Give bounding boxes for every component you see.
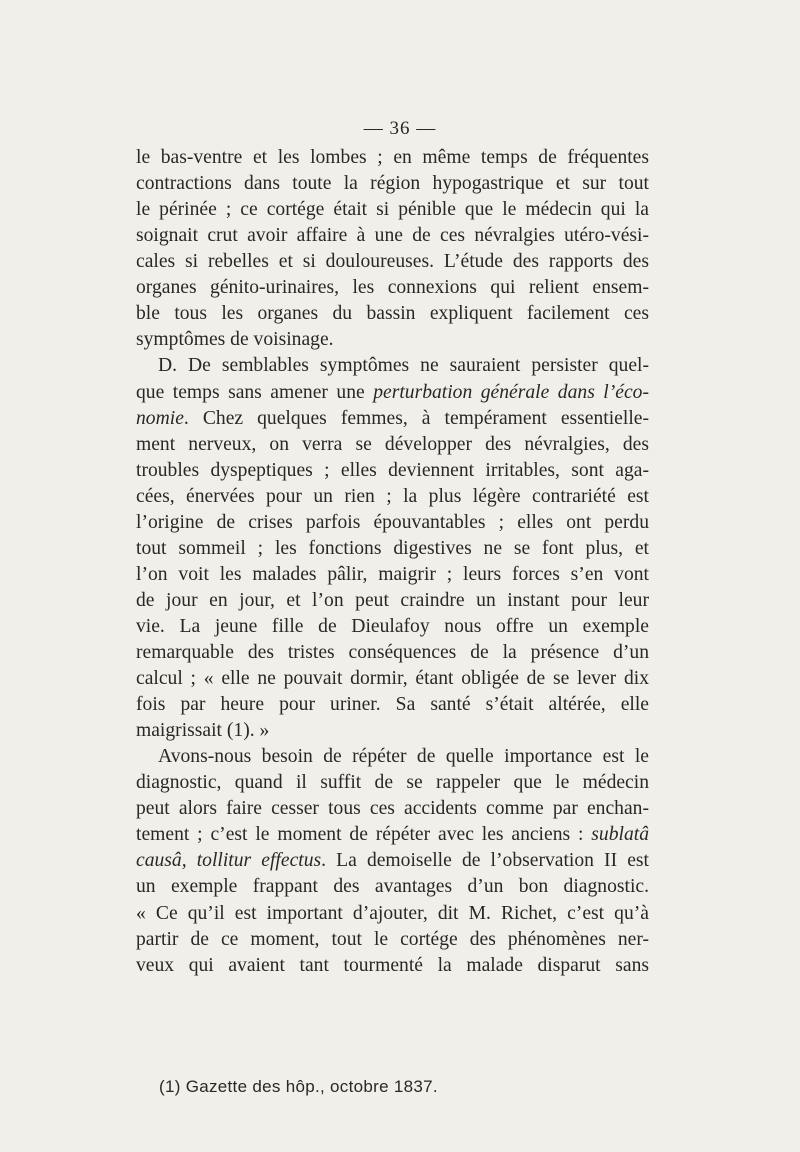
text-line bbox=[136, 822, 649, 848]
text-line bbox=[136, 718, 649, 744]
text-run: le bas-ventre et les lombes ; en même temps de fréquentes bbox=[136, 147, 649, 168]
text-run: troubles dyspeptiques ; elles deviennent irritables, sont aga- bbox=[136, 459, 649, 481]
text-line bbox=[136, 223, 649, 249]
text-run: « Ce qu’il est important d’ajouter, dit M. Richet, c’est qu’à bbox=[136, 902, 649, 924]
text-line bbox=[136, 484, 649, 510]
text-line bbox=[136, 510, 649, 536]
text-line bbox=[136, 380, 649, 406]
text-line bbox=[136, 953, 649, 979]
text-run: cales si rebelles et si douloureuses. L’étude des rapports des bbox=[136, 251, 649, 273]
text-line bbox=[136, 171, 649, 197]
text-line bbox=[136, 249, 649, 275]
text-run: . La demoiselle de l’observation II est bbox=[321, 850, 649, 872]
text-run: vie. La jeune fille de Dieulafoy nous offre un exemple bbox=[136, 615, 649, 637]
text-line bbox=[136, 588, 649, 614]
text-run: tout sommeil ; les fonctions digestives ne se font plus, et bbox=[136, 537, 649, 559]
text-run: peut alors faire cesser tous ces accidents comme par enchan- bbox=[136, 798, 649, 820]
text-run: un exemple frappant des avantages d’un bon diagnostic. bbox=[136, 876, 649, 898]
text-line bbox=[136, 562, 649, 588]
text-line bbox=[136, 848, 649, 874]
text-run: l’origine de crises parfois épouvantables ; elles ont perdu bbox=[136, 511, 649, 533]
text-run: l’on voit les malades pâlir, maigrir ; leurs forces s’en vont bbox=[136, 563, 649, 585]
text-run: maigrissait (1). » bbox=[136, 720, 270, 742]
footnote: (1) Gazette des hôp., octobre 1837. bbox=[159, 1077, 438, 1096]
text-line bbox=[136, 536, 649, 562]
text-run: organes génito-urinaires, les connexions qui relient ensem- bbox=[136, 277, 649, 299]
text-line bbox=[136, 640, 649, 666]
text-line bbox=[136, 197, 649, 223]
text-run: diagnostic, quand il suffit de se rappeler que le médecin bbox=[136, 772, 649, 794]
italic-text: perturbation générale dans l’éco- bbox=[373, 381, 649, 403]
text-line bbox=[158, 744, 649, 770]
text-run: Avons-nous besoin de répéter de quelle importance est le bbox=[158, 746, 649, 768]
text-run: veux qui avaient tant tourmenté la malade disparut sans bbox=[136, 954, 649, 976]
text-run: D. De semblables symptômes ne sauraient persister quel- bbox=[158, 355, 649, 377]
text-run: tement ; c’est le moment de répéter avec les anciens : bbox=[136, 824, 592, 846]
text-run: soignait crut avoir affaire à une de ces névralgies utéro-vési- bbox=[136, 225, 649, 247]
text-line bbox=[136, 432, 649, 458]
text-run: que temps sans amener une bbox=[136, 381, 374, 403]
text-line bbox=[136, 770, 649, 796]
text-line bbox=[136, 927, 649, 953]
text-run: ment nerveux, on verra se développer des névralgies, des bbox=[136, 433, 649, 455]
text-run: de jour en jour, et l’on peut craindre un instant pour leur bbox=[136, 589, 649, 611]
text-line bbox=[136, 692, 649, 718]
text-line bbox=[136, 666, 649, 692]
text-run: le périnée ; ce cortége était si pénible que le médecin qui la bbox=[136, 199, 649, 221]
text-line bbox=[136, 458, 649, 484]
text-line bbox=[136, 145, 649, 171]
text-run: partir de ce moment, tout le cortége des phénomènes ner- bbox=[136, 928, 649, 950]
italic-text: causâ, tollitur effectus bbox=[136, 850, 322, 872]
text-line bbox=[136, 874, 649, 900]
text-line bbox=[136, 406, 649, 432]
italic-text: sublatâ bbox=[591, 824, 649, 846]
page-number: — 36 — bbox=[363, 118, 437, 139]
text-line bbox=[136, 275, 649, 301]
text-line bbox=[136, 327, 649, 353]
text-run: calcul ; « elle ne pouvait dormir, étant obligée de se lever dix bbox=[136, 668, 649, 689]
text-line bbox=[136, 796, 649, 822]
text-line bbox=[136, 614, 649, 640]
text-line bbox=[136, 901, 649, 927]
text-run: . Chez quelques femmes, à tempérament essentielle- bbox=[183, 407, 649, 429]
text-run: remarquable des tristes conséquences de la présence d’un bbox=[136, 642, 649, 663]
text-line bbox=[136, 301, 649, 327]
text-run: contractions dans toute la région hypogastrique et sur tout bbox=[136, 173, 649, 195]
text-line bbox=[158, 353, 649, 379]
text-run: cées, énervées pour un rien ; la plus légère contrariété est bbox=[136, 485, 649, 507]
italic-text: nomie bbox=[136, 407, 184, 429]
text-run: fois par heure pour uriner. Sa santé s’était altérée, elle bbox=[136, 694, 649, 716]
text-run: symptômes de voisinage. bbox=[136, 329, 334, 351]
text-run: ble tous les organes du bassin expliquent facilement ces bbox=[136, 303, 649, 325]
